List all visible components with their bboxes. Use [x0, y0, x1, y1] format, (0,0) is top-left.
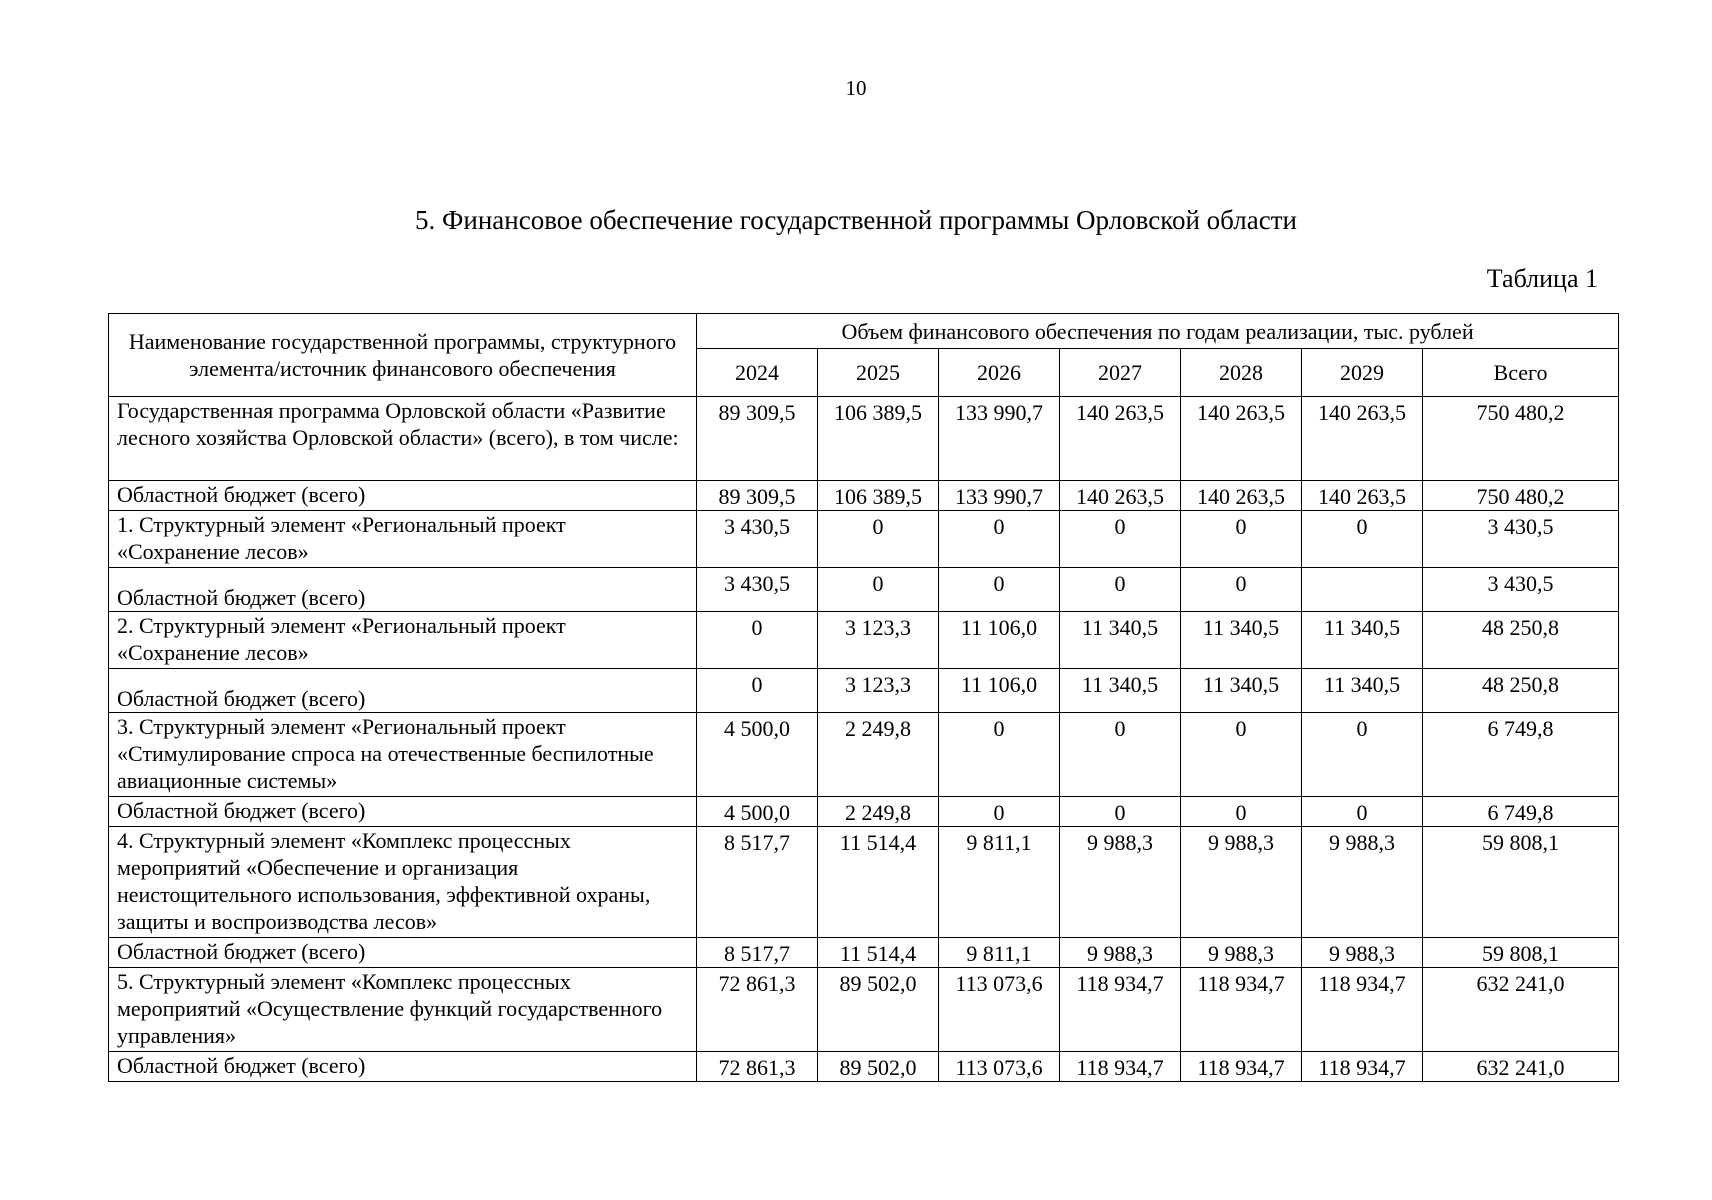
cell-value: 8 517,7 [697, 938, 818, 968]
cell-value: 118 934,7 [1302, 1052, 1423, 1082]
cell-value: 2 249,8 [818, 797, 939, 827]
cell-value: 140 263,5 [1181, 481, 1302, 511]
cell-value: 140 263,5 [1060, 481, 1181, 511]
cell-value: 0 [1060, 511, 1181, 568]
row-name: 1. Структурный элемент «Региональный проект «Сохранение лесов» [109, 511, 697, 568]
cell-total: 59 808,1 [1423, 938, 1619, 968]
cell-value: 11 340,5 [1181, 612, 1302, 669]
cell-value: 106 389,5 [818, 481, 939, 511]
header-year: 2027 [1060, 349, 1181, 397]
cell-value: 113 073,6 [939, 968, 1060, 1052]
cell-value: 9 811,1 [939, 827, 1060, 938]
cell-value: 3 430,5 [697, 511, 818, 568]
table-row [109, 1052, 1619, 1082]
table-row [109, 713, 1619, 797]
cell-value: 89 502,0 [818, 1052, 939, 1082]
cell-value: 4 500,0 [697, 797, 818, 827]
cell-value: 11 514,4 [818, 827, 939, 938]
cell-value: 118 934,7 [1060, 968, 1181, 1052]
table-header-row [109, 314, 1619, 349]
cell-value: 9 811,1 [939, 938, 1060, 968]
table-row [109, 612, 1619, 669]
cell-value: 0 [818, 511, 939, 568]
cell-value: 3 123,3 [818, 669, 939, 713]
table-row [109, 797, 1619, 827]
cell-value: 11 106,0 [939, 669, 1060, 713]
cell-value: 72 861,3 [697, 968, 818, 1052]
table-caption: Таблица 1 [1486, 264, 1598, 293]
cell-value: 0 [1302, 511, 1423, 568]
row-name: 5. Структурный элемент «Комплекс процессных мероприятий «Осуществление функций государственного управления» [109, 968, 697, 1052]
header-year: 2025 [818, 349, 939, 397]
table-row [109, 568, 1619, 612]
table-row [109, 397, 1619, 481]
row-name: Государственная программа Орловской области «Развитие лесного хозяйства Орловской области» (всего), в том числе: [109, 397, 697, 481]
header-year: 2024 [697, 349, 818, 397]
cell-total: 3 430,5 [1423, 568, 1619, 612]
page-number: 10 [845, 76, 867, 100]
cell-value: 113 073,6 [939, 1052, 1060, 1082]
cell-value: 9 988,3 [1302, 938, 1423, 968]
cell-value: 11 340,5 [1302, 669, 1423, 713]
cell-value: 140 263,5 [1181, 397, 1302, 481]
cell-value: 3 430,5 [697, 568, 818, 612]
document-title: 5. Финансовое обеспечение государственной программы Орловской области [415, 205, 1297, 235]
cell-value: 118 934,7 [1060, 1052, 1181, 1082]
cell-value: 0 [939, 568, 1060, 612]
cell-value: 0 [818, 568, 939, 612]
cell-value: 133 990,7 [939, 397, 1060, 481]
cell-value: 72 861,3 [697, 1052, 818, 1082]
cell-value: 0 [1181, 568, 1302, 612]
cell-value: 0 [1060, 713, 1181, 797]
cell-value: 0 [1302, 713, 1423, 797]
row-name: Областной бюджет (всего) [109, 797, 697, 827]
header-year: 2029 [1302, 349, 1423, 397]
cell-total: 59 808,1 [1423, 827, 1619, 938]
cell-total: 48 250,8 [1423, 612, 1619, 669]
cell-value: 11 514,4 [818, 938, 939, 968]
cell-value: 133 990,7 [939, 481, 1060, 511]
cell-value: 11 340,5 [1060, 669, 1181, 713]
cell-value: 0 [1181, 713, 1302, 797]
cell-value: 4 500,0 [697, 713, 818, 797]
cell-value: 0 [1181, 797, 1302, 827]
cell-value: 9 988,3 [1181, 827, 1302, 938]
row-name: Областной бюджет (всего) [109, 481, 697, 511]
header-volume: Объем финансового обеспечения по годам реализации, тыс. рублей [697, 314, 1619, 349]
cell-value: 118 934,7 [1181, 968, 1302, 1052]
header-year: 2026 [939, 349, 1060, 397]
cell-value: 3 123,3 [818, 612, 939, 669]
cell-value: 140 263,5 [1302, 397, 1423, 481]
header-name: Наименование государственной программы, структурного элемента/источник финансового обеспечения [109, 314, 697, 397]
cell-value: 2 249,8 [818, 713, 939, 797]
cell-value: 8 517,7 [697, 827, 818, 938]
cell-value: 9 988,3 [1060, 938, 1181, 968]
cell-value: 11 106,0 [939, 612, 1060, 669]
cell-value: 0 [1302, 797, 1423, 827]
cell-total: 632 241,0 [1423, 968, 1619, 1052]
cell-value: 140 263,5 [1302, 481, 1423, 511]
financing-table [108, 313, 1619, 1082]
header-year: 2028 [1181, 349, 1302, 397]
cell-value: 89 502,0 [818, 968, 939, 1052]
cell-value [1302, 568, 1423, 612]
cell-value: 9 988,3 [1302, 827, 1423, 938]
header-total: Всего [1423, 349, 1619, 397]
cell-total: 3 430,5 [1423, 511, 1619, 568]
row-name: Областной бюджет (всего) [109, 669, 697, 713]
table-row [109, 511, 1619, 568]
cell-value: 11 340,5 [1181, 669, 1302, 713]
row-name: Областной бюджет (всего) [109, 1052, 697, 1082]
cell-value: 140 263,5 [1060, 397, 1181, 481]
cell-total: 48 250,8 [1423, 669, 1619, 713]
row-name: 2. Структурный элемент «Региональный проект «Сохранение лесов» [109, 612, 697, 669]
cell-value: 106 389,5 [818, 397, 939, 481]
cell-value: 89 309,5 [697, 481, 818, 511]
row-name: Областной бюджет (всего) [109, 938, 697, 968]
cell-value: 118 934,7 [1302, 968, 1423, 1052]
table-row [109, 968, 1619, 1052]
cell-total: 6 749,8 [1423, 713, 1619, 797]
cell-value: 9 988,3 [1181, 938, 1302, 968]
cell-total: 6 749,8 [1423, 797, 1619, 827]
cell-value: 0 [1181, 511, 1302, 568]
row-name: 3. Структурный элемент «Региональный проект «Стимулирование спроса на отечественные беспилотные авиационные системы» [109, 713, 697, 797]
table-row [109, 827, 1619, 938]
cell-value: 0 [697, 669, 818, 713]
table-row [109, 669, 1619, 713]
table-body [109, 397, 1619, 1082]
row-name: 4. Структурный элемент «Комплекс процессных мероприятий «Обеспечение и организация неистощительного использования, эффективной охраны, защиты и воспроизводства лесов» [109, 827, 697, 938]
cell-total: 632 241,0 [1423, 1052, 1619, 1082]
cell-total: 750 480,2 [1423, 397, 1619, 481]
cell-value: 9 988,3 [1060, 827, 1181, 938]
cell-total: 750 480,2 [1423, 481, 1619, 511]
row-name: Областной бюджет (всего) [109, 568, 697, 612]
cell-value: 0 [1060, 568, 1181, 612]
cell-value: 0 [939, 797, 1060, 827]
cell-value: 0 [939, 713, 1060, 797]
table-row [109, 938, 1619, 968]
cell-value: 0 [939, 511, 1060, 568]
table-row [109, 481, 1619, 511]
cell-value: 0 [1060, 797, 1181, 827]
cell-value: 0 [697, 612, 818, 669]
cell-value: 89 309,5 [697, 397, 818, 481]
cell-value: 118 934,7 [1181, 1052, 1302, 1082]
cell-value: 11 340,5 [1302, 612, 1423, 669]
cell-value: 11 340,5 [1060, 612, 1181, 669]
